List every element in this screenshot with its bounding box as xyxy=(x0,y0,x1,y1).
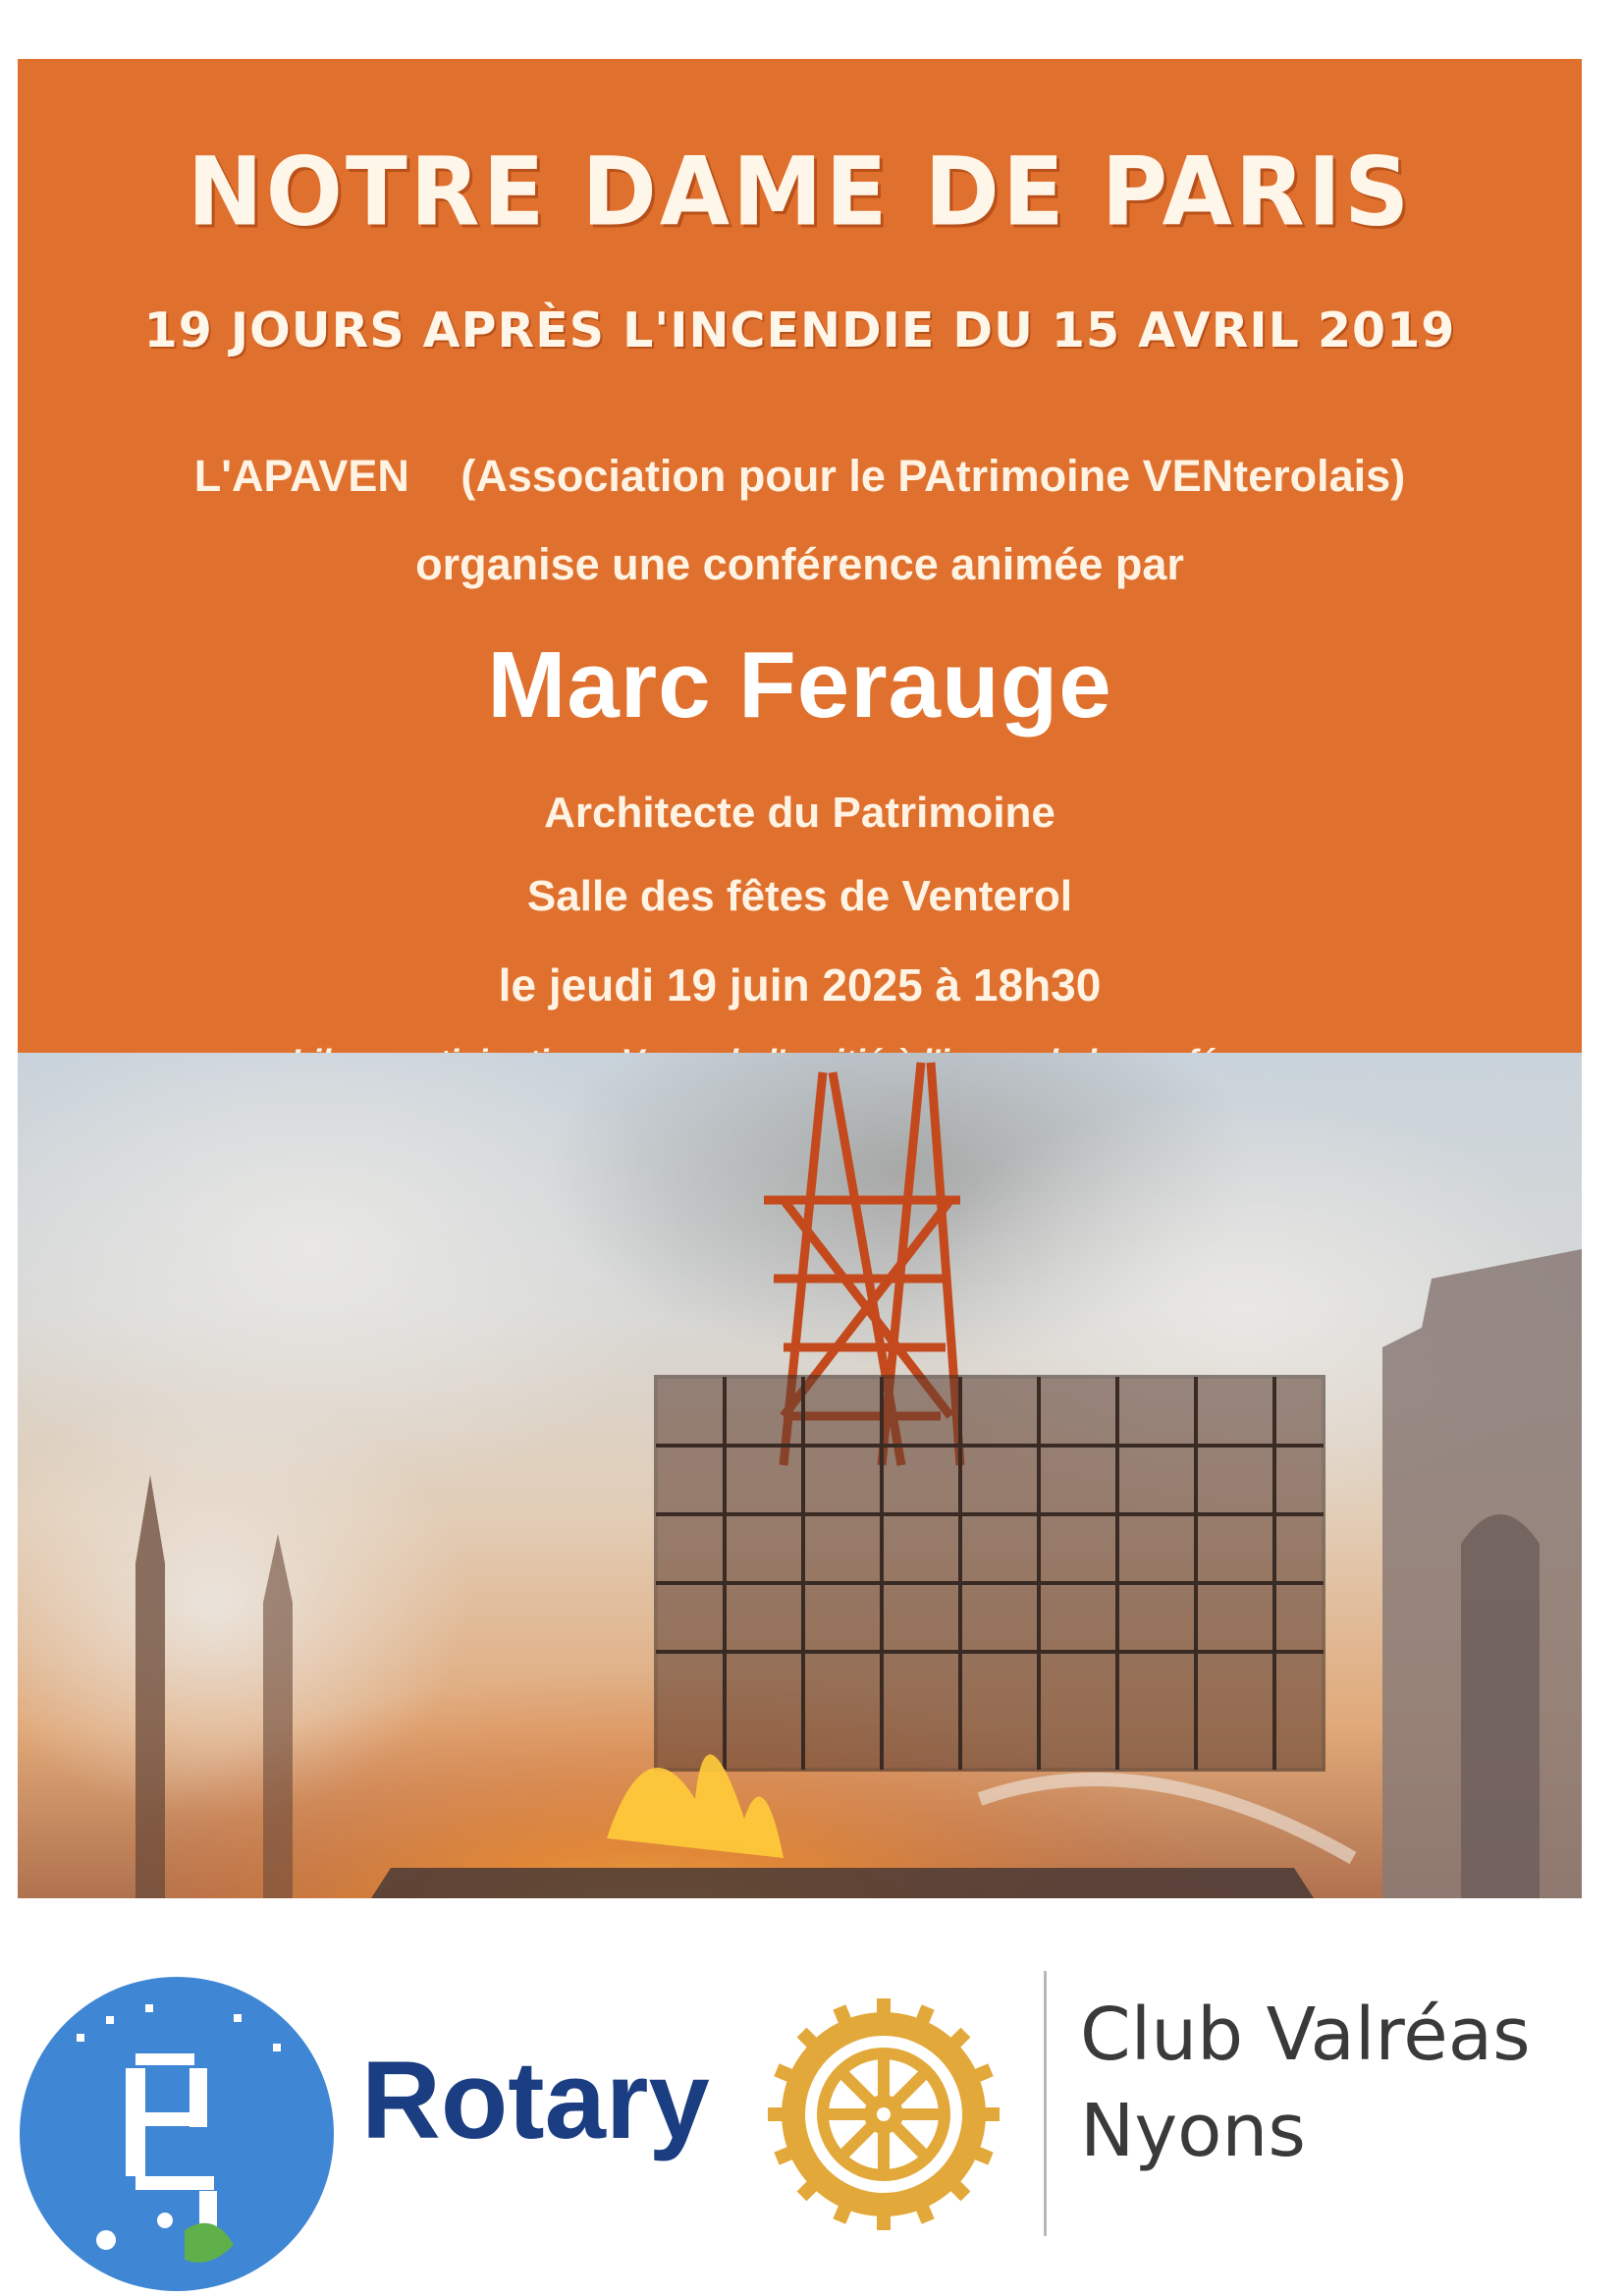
club-name-line1: Club Valréas xyxy=(1080,1993,1531,2077)
event-date: le jeudi 19 juin 2025 à 18h30 xyxy=(498,959,1102,1011)
apaven-logo-icon xyxy=(18,1975,336,2293)
club-name-line2: Nyons xyxy=(1080,2089,1306,2173)
organizer-name: L'APAVEN xyxy=(193,451,409,501)
organizer-line xyxy=(18,451,1582,501)
rotary-wheel-icon xyxy=(766,1996,1001,2232)
intro-text: organise une conférence animée par xyxy=(415,539,1184,589)
speaker-name: Marc Ferauge xyxy=(487,632,1112,738)
organizer-full-name: (Association pour le PAtrimoine VENterolais) xyxy=(460,451,1406,501)
rotary-label: Rotary xyxy=(361,2039,710,2161)
speaker-role: Architecte du Patrimoine xyxy=(544,789,1055,837)
footer xyxy=(0,1898,1623,2296)
header-panel xyxy=(18,59,1582,1053)
event-venue: Salle des fêtes de Venterol xyxy=(526,872,1073,920)
poster-title: NOTRE DAME DE PARIS xyxy=(187,137,1413,247)
footer-divider xyxy=(1044,1971,1047,2236)
poster-subtitle: 19 JOURS APRÈS L'INCENDIE DU 15 AVRIL 2019 xyxy=(143,302,1456,358)
cathedral-fire-photo xyxy=(18,1053,1582,1898)
